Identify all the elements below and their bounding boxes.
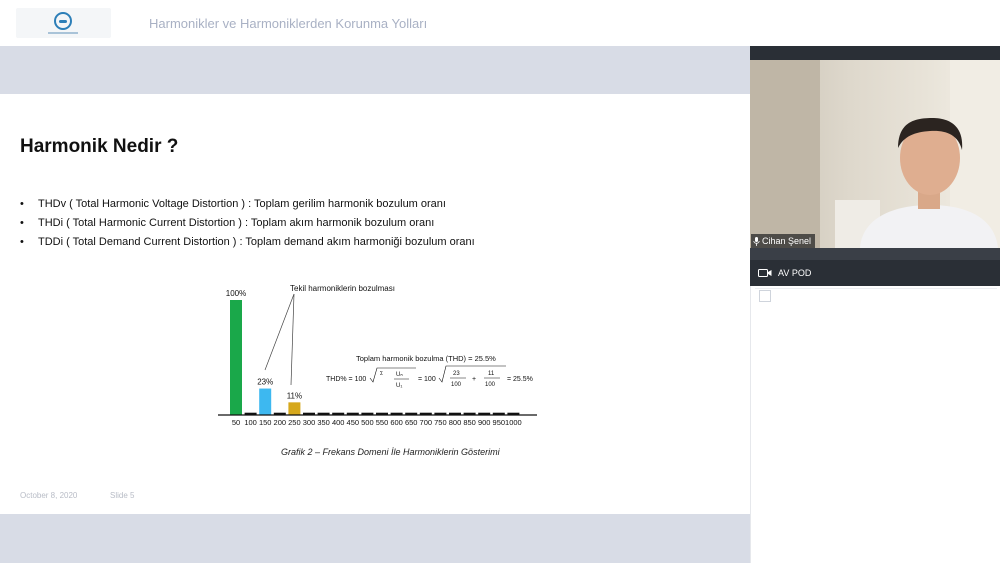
- x-tick-label: 700: [419, 418, 433, 427]
- slide-number: Slide 5: [110, 491, 135, 500]
- bullet-item: • TDDi ( Total Demand Current Distortion ) : Toplam demand akım harmoniği bozulum oranı: [20, 233, 475, 252]
- participant-name: Cihan Şenel: [762, 236, 812, 246]
- av-pod-label: AV POD: [778, 268, 812, 278]
- logo-emblem-icon: [54, 12, 72, 30]
- camera-feed[interactable]: [750, 60, 1000, 248]
- slide-viewport: [0, 46, 750, 563]
- microphone-icon: [753, 237, 760, 246]
- x-tick-label: 850: [463, 418, 476, 427]
- x-tick-label: 150: [258, 418, 272, 427]
- x-tick-label: 1000: [505, 418, 522, 427]
- sqrt-symbol-1: [370, 368, 416, 382]
- bullet-item: • THDi ( Total Harmonic Current Distortion ) : Toplam akım harmonik bozulum oranı: [20, 214, 475, 233]
- x-tick-label: 100: [244, 418, 257, 427]
- slide-date: October 8, 2020: [20, 491, 78, 500]
- x-tick-label: 550: [375, 418, 389, 427]
- x-tick-label: 350: [317, 418, 330, 427]
- x-tick-label: 400: [331, 418, 345, 427]
- x-tick-label: 800: [448, 418, 462, 427]
- video-camera-icon: [758, 268, 772, 278]
- video-panel: [750, 46, 1000, 563]
- formula-un: Uₙ: [396, 372, 403, 378]
- bar-50: [230, 300, 242, 415]
- harmonic-spectrum-chart: [210, 284, 550, 434]
- thd-formula-prefix: THD% = 100: [326, 376, 367, 383]
- term-23: 23: [453, 371, 460, 377]
- formula-u1: U₁: [396, 383, 403, 389]
- x-tick-label: 250: [288, 418, 301, 427]
- thd-title: Toplam harmonik bozulma (THD) = 25.5%: [356, 354, 496, 363]
- av-pod-header[interactable]: [750, 260, 1000, 286]
- annotation-pointer-2: [291, 294, 294, 385]
- x-tick-label: 600: [390, 418, 403, 427]
- participant-name-tag: [751, 234, 815, 248]
- data-label: 23%: [257, 377, 274, 387]
- x-tick-label: 500: [361, 418, 374, 427]
- x-tick-label: 300: [302, 418, 316, 427]
- x-tick-label: 450: [346, 418, 360, 427]
- slide-heading: Harmonik Nedir ?: [20, 136, 179, 157]
- slide: [0, 94, 750, 514]
- chart-caption: Grafik 2 – Frekans Domeni İle Harmoniklerin Gösterimi: [281, 447, 500, 457]
- bullet-item: • THDv ( Total Harmonic Voltage Distortion ) : Toplam gerilim harmonik bozulum oranı: [20, 195, 475, 214]
- x-tick-label: 650: [404, 418, 418, 427]
- organization-logo: [16, 8, 111, 38]
- term-11: 11: [488, 371, 495, 377]
- pod-checkbox[interactable]: [759, 290, 771, 302]
- plus-sign: +: [472, 376, 477, 383]
- divider: [755, 288, 997, 289]
- thd-formula-mid: = 100: [418, 376, 436, 383]
- logo-subtitle: [48, 32, 78, 34]
- bar-250: [288, 402, 300, 415]
- data-label: 11%: [286, 391, 303, 401]
- x-tick-label: 750: [434, 418, 447, 427]
- participant-video-image: [750, 60, 1000, 248]
- annotation-label: Tekil harmoniklerin bozulması: [290, 284, 395, 293]
- top-bar: [0, 0, 1000, 46]
- bullet-list: [20, 195, 475, 252]
- sum-symbol: Σ: [380, 371, 384, 377]
- x-tick-label: 950: [492, 418, 506, 427]
- pod-content-area: [750, 286, 1000, 563]
- thd-formula-suffix: = 25.5%: [507, 376, 533, 383]
- term-100a: 100: [451, 382, 462, 388]
- x-tick-label: 200: [273, 418, 287, 427]
- video-panel-header: [750, 46, 1000, 60]
- x-tick-label: 900: [477, 418, 491, 427]
- term-100b: 100: [485, 382, 496, 388]
- annotation-pointer-1: [265, 294, 294, 370]
- data-label: 100%: [225, 289, 247, 298]
- presentation-title: Harmonikler ve Harmoniklerden Korunma Yolları: [149, 16, 428, 31]
- pod-separator: [750, 248, 1000, 260]
- bar-150: [259, 389, 271, 415]
- x-tick-label: 50: [231, 418, 241, 427]
